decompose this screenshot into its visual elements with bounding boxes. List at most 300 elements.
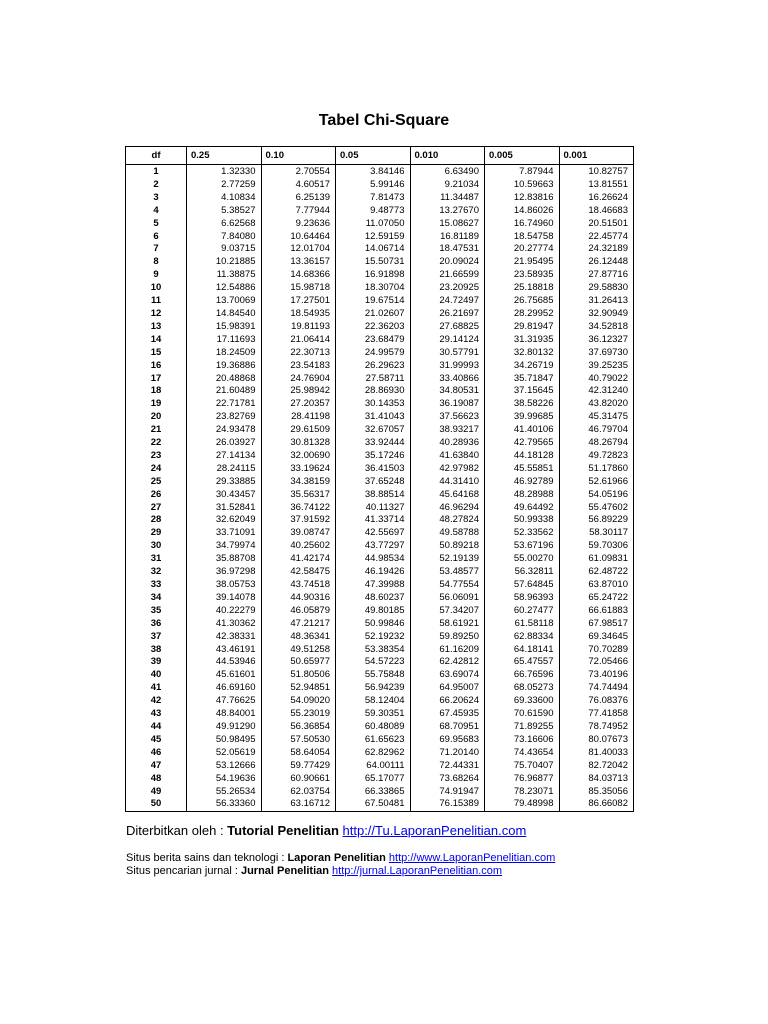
table-row xyxy=(126,308,634,321)
journal-prefix: Situs pencarian jurnal : xyxy=(126,865,241,877)
value-cell: 43.82020 xyxy=(559,398,634,411)
value-cell: 76.96877 xyxy=(485,773,560,786)
table-row xyxy=(126,631,634,644)
value-cell: 48.84001 xyxy=(187,708,262,721)
value-cell: 11.07050 xyxy=(336,218,411,231)
value-cell: 7.87944 xyxy=(485,165,560,179)
value-cell: 24.32189 xyxy=(559,243,634,256)
value-cell: 48.27824 xyxy=(410,514,485,527)
df-cell: 41 xyxy=(126,682,187,695)
table-row xyxy=(126,243,634,256)
value-cell: 23.58935 xyxy=(485,269,560,282)
value-cell: 2.77259 xyxy=(187,179,262,192)
value-cell: 28.41198 xyxy=(261,411,336,424)
value-cell: 73.68264 xyxy=(410,773,485,786)
value-cell: 47.76625 xyxy=(187,695,262,708)
value-cell: 54.57223 xyxy=(336,656,411,669)
value-cell: 20.48868 xyxy=(187,373,262,386)
value-cell: 47.21217 xyxy=(261,618,336,631)
table-row xyxy=(126,424,634,437)
value-cell: 3.84146 xyxy=(336,165,411,179)
value-cell: 29.33885 xyxy=(187,476,262,489)
value-cell: 23.68479 xyxy=(336,334,411,347)
df-cell: 2 xyxy=(126,179,187,192)
table-row xyxy=(126,179,634,192)
table-row xyxy=(126,514,634,527)
table-row xyxy=(126,463,634,476)
value-cell: 57.64845 xyxy=(485,579,560,592)
value-cell: 40.79022 xyxy=(559,373,634,386)
value-cell: 12.83816 xyxy=(485,192,560,205)
value-cell: 62.82962 xyxy=(336,747,411,760)
value-cell: 35.88708 xyxy=(187,553,262,566)
value-cell: 14.86026 xyxy=(485,205,560,218)
table-row xyxy=(126,165,634,179)
value-cell: 18.54935 xyxy=(261,308,336,321)
value-cell: 60.90661 xyxy=(261,773,336,786)
value-cell: 17.11693 xyxy=(187,334,262,347)
value-cell: 36.41503 xyxy=(336,463,411,476)
value-cell: 79.48998 xyxy=(485,798,560,811)
value-cell: 7.77944 xyxy=(261,205,336,218)
value-cell: 76.08376 xyxy=(559,695,634,708)
value-cell: 72.44331 xyxy=(410,760,485,773)
table-row xyxy=(126,708,634,721)
value-cell: 66.33865 xyxy=(336,786,411,799)
value-cell: 18.54758 xyxy=(485,231,560,244)
df-cell: 50 xyxy=(126,798,187,811)
value-cell: 7.84080 xyxy=(187,231,262,244)
value-cell: 15.98718 xyxy=(261,282,336,295)
value-cell: 26.75685 xyxy=(485,295,560,308)
table-row xyxy=(126,192,634,205)
value-cell: 50.89218 xyxy=(410,540,485,553)
value-cell: 19.81193 xyxy=(261,321,336,334)
table-row xyxy=(126,592,634,605)
value-cell: 24.99579 xyxy=(336,347,411,360)
value-cell: 42.55697 xyxy=(336,527,411,540)
value-cell: 58.64054 xyxy=(261,747,336,760)
value-cell: 53.38354 xyxy=(336,644,411,657)
value-cell: 41.63840 xyxy=(410,450,485,463)
value-cell: 10.21885 xyxy=(187,256,262,269)
value-cell: 30.57791 xyxy=(410,347,485,360)
value-cell: 20.51501 xyxy=(559,218,634,231)
table-row xyxy=(126,334,634,347)
value-cell: 9.21034 xyxy=(410,179,485,192)
value-cell: 74.43654 xyxy=(485,747,560,760)
df-cell: 42 xyxy=(126,695,187,708)
df-cell: 33 xyxy=(126,579,187,592)
value-cell: 50.99338 xyxy=(485,514,560,527)
value-cell: 24.76904 xyxy=(261,373,336,386)
table-row xyxy=(126,218,634,231)
value-cell: 44.31410 xyxy=(410,476,485,489)
value-cell: 32.62049 xyxy=(187,514,262,527)
value-cell: 51.80506 xyxy=(261,669,336,682)
value-cell: 26.12448 xyxy=(559,256,634,269)
value-cell: 41.42174 xyxy=(261,553,336,566)
table-row xyxy=(126,553,634,566)
value-cell: 23.54183 xyxy=(261,360,336,373)
value-cell: 30.14353 xyxy=(336,398,411,411)
table-body xyxy=(126,165,634,812)
value-cell: 57.50530 xyxy=(261,734,336,747)
table-row xyxy=(126,786,634,799)
value-cell: 60.48089 xyxy=(336,721,411,734)
value-cell: 4.60517 xyxy=(261,179,336,192)
journal-link[interactable]: http://jurnal.LaporanPenelitian.com xyxy=(332,865,503,877)
value-cell: 29.58830 xyxy=(559,282,634,295)
value-cell: 56.94239 xyxy=(336,682,411,695)
value-cell: 45.61601 xyxy=(187,669,262,682)
value-cell: 65.24722 xyxy=(559,592,634,605)
value-cell: 39.25235 xyxy=(559,360,634,373)
value-cell: 68.70951 xyxy=(410,721,485,734)
value-cell: 53.12666 xyxy=(187,760,262,773)
value-cell: 44.90316 xyxy=(261,592,336,605)
df-cell: 38 xyxy=(126,644,187,657)
value-cell: 23.82769 xyxy=(187,411,262,424)
table-row xyxy=(126,566,634,579)
value-cell: 56.36854 xyxy=(261,721,336,734)
value-cell: 4.10834 xyxy=(187,192,262,205)
value-cell: 52.33562 xyxy=(485,527,560,540)
value-cell: 40.11327 xyxy=(336,502,411,515)
table-row xyxy=(126,347,634,360)
value-cell: 13.81551 xyxy=(559,179,634,192)
value-cell: 55.75848 xyxy=(336,669,411,682)
value-cell: 18.46683 xyxy=(559,205,634,218)
value-cell: 65.17077 xyxy=(336,773,411,786)
value-cell: 74.74494 xyxy=(559,682,634,695)
value-cell: 63.16712 xyxy=(261,798,336,811)
value-cell: 36.19087 xyxy=(410,398,485,411)
df-cell: 24 xyxy=(126,463,187,476)
value-cell: 42.97982 xyxy=(410,463,485,476)
value-cell: 15.98391 xyxy=(187,321,262,334)
value-cell: 58.30117 xyxy=(559,527,634,540)
value-cell: 6.25139 xyxy=(261,192,336,205)
value-cell: 69.95683 xyxy=(410,734,485,747)
header-alpha-005: 0.05 xyxy=(336,147,411,165)
df-cell: 9 xyxy=(126,269,187,282)
value-cell: 10.82757 xyxy=(559,165,634,179)
value-cell: 33.19624 xyxy=(261,463,336,476)
value-cell: 54.77554 xyxy=(410,579,485,592)
table-row xyxy=(126,579,634,592)
table-row xyxy=(126,656,634,669)
value-cell: 52.19232 xyxy=(336,631,411,644)
value-cell: 76.15389 xyxy=(410,798,485,811)
value-cell: 62.03754 xyxy=(261,786,336,799)
value-cell: 29.81947 xyxy=(485,321,560,334)
table-row xyxy=(126,734,634,747)
header-alpha-025: 0.25 xyxy=(187,147,262,165)
value-cell: 49.58788 xyxy=(410,527,485,540)
table-row xyxy=(126,695,634,708)
table-row xyxy=(126,605,634,618)
df-cell: 21 xyxy=(126,424,187,437)
value-cell: 48.26794 xyxy=(559,437,634,450)
value-cell: 26.29623 xyxy=(336,360,411,373)
value-cell: 53.48577 xyxy=(410,566,485,579)
value-cell: 6.62568 xyxy=(187,218,262,231)
value-cell: 32.80132 xyxy=(485,347,560,360)
value-cell: 16.91898 xyxy=(336,269,411,282)
value-cell: 28.24115 xyxy=(187,463,262,476)
df-cell: 7 xyxy=(126,243,187,256)
value-cell: 85.35056 xyxy=(559,786,634,799)
df-cell: 37 xyxy=(126,631,187,644)
table-row xyxy=(126,747,634,760)
value-cell: 52.94851 xyxy=(261,682,336,695)
news-link[interactable]: http://www.LaporanPenelitian.com xyxy=(388,852,556,864)
value-cell: 19.36886 xyxy=(187,360,262,373)
df-cell: 20 xyxy=(126,411,187,424)
value-cell: 32.90949 xyxy=(559,308,634,321)
value-cell: 13.27670 xyxy=(410,205,485,218)
value-cell: 73.40196 xyxy=(559,669,634,682)
df-cell: 22 xyxy=(126,437,187,450)
value-cell: 59.70306 xyxy=(559,540,634,553)
value-cell: 81.40033 xyxy=(559,747,634,760)
df-cell: 6 xyxy=(126,231,187,244)
value-cell: 28.29952 xyxy=(485,308,560,321)
value-cell: 31.52841 xyxy=(187,502,262,515)
df-cell: 27 xyxy=(126,502,187,515)
table-header-row xyxy=(126,147,634,165)
df-cell: 4 xyxy=(126,205,187,218)
df-cell: 31 xyxy=(126,553,187,566)
value-cell: 24.72497 xyxy=(410,295,485,308)
value-cell: 16.74960 xyxy=(485,218,560,231)
df-cell: 19 xyxy=(126,398,187,411)
table-row xyxy=(126,282,634,295)
value-cell: 48.36341 xyxy=(261,631,336,644)
value-cell: 73.16606 xyxy=(485,734,560,747)
table-row xyxy=(126,798,634,811)
value-cell: 36.97298 xyxy=(187,566,262,579)
value-cell: 57.34207 xyxy=(410,605,485,618)
df-cell: 8 xyxy=(126,256,187,269)
df-cell: 39 xyxy=(126,656,187,669)
value-cell: 50.98495 xyxy=(187,734,262,747)
value-cell: 41.40106 xyxy=(485,424,560,437)
value-cell: 14.06714 xyxy=(336,243,411,256)
header-alpha-0001: 0.001 xyxy=(559,147,634,165)
value-cell: 75.70407 xyxy=(485,760,560,773)
value-cell: 66.76596 xyxy=(485,669,560,682)
value-cell: 21.06414 xyxy=(261,334,336,347)
value-cell: 27.87716 xyxy=(559,269,634,282)
value-cell: 72.05466 xyxy=(559,656,634,669)
header-alpha-0010: 0.010 xyxy=(410,147,485,165)
value-cell: 24.93478 xyxy=(187,424,262,437)
value-cell: 44.53946 xyxy=(187,656,262,669)
value-cell: 46.92789 xyxy=(485,476,560,489)
table-row xyxy=(126,644,634,657)
value-cell: 34.26719 xyxy=(485,360,560,373)
value-cell: 55.26534 xyxy=(187,786,262,799)
value-cell: 59.30351 xyxy=(336,708,411,721)
df-cell: 12 xyxy=(126,308,187,321)
value-cell: 22.36203 xyxy=(336,321,411,334)
value-cell: 10.64464 xyxy=(261,231,336,244)
value-cell: 23.20925 xyxy=(410,282,485,295)
value-cell: 47.39988 xyxy=(336,579,411,592)
value-cell: 45.31475 xyxy=(559,411,634,424)
value-cell: 36.12327 xyxy=(559,334,634,347)
value-cell: 84.03713 xyxy=(559,773,634,786)
value-cell: 41.30362 xyxy=(187,618,262,631)
value-cell: 25.98942 xyxy=(261,385,336,398)
value-cell: 7.81473 xyxy=(336,192,411,205)
value-cell: 66.20624 xyxy=(410,695,485,708)
value-cell: 70.70289 xyxy=(559,644,634,657)
value-cell: 34.79974 xyxy=(187,540,262,553)
value-cell: 31.31935 xyxy=(485,334,560,347)
table-row xyxy=(126,385,634,398)
value-cell: 36.74122 xyxy=(261,502,336,515)
value-cell: 78.74952 xyxy=(559,721,634,734)
value-cell: 46.19426 xyxy=(336,566,411,579)
value-cell: 63.69074 xyxy=(410,669,485,682)
df-cell: 14 xyxy=(126,334,187,347)
value-cell: 5.38527 xyxy=(187,205,262,218)
value-cell: 26.03927 xyxy=(187,437,262,450)
publisher-link[interactable]: http://Tu.LaporanPenelitian.com xyxy=(342,823,527,838)
value-cell: 16.26624 xyxy=(559,192,634,205)
df-cell: 29 xyxy=(126,527,187,540)
value-cell: 30.43457 xyxy=(187,489,262,502)
value-cell: 54.05196 xyxy=(559,489,634,502)
value-cell: 55.23019 xyxy=(261,708,336,721)
chi-square-table xyxy=(125,146,634,812)
value-cell: 46.79704 xyxy=(559,424,634,437)
value-cell: 45.64168 xyxy=(410,489,485,502)
table-row xyxy=(126,450,634,463)
df-cell: 5 xyxy=(126,218,187,231)
value-cell: 86.66082 xyxy=(559,798,634,811)
value-cell: 43.77297 xyxy=(336,540,411,553)
table-row xyxy=(126,437,634,450)
value-cell: 77.41858 xyxy=(559,708,634,721)
value-cell: 6.63490 xyxy=(410,165,485,179)
df-cell: 30 xyxy=(126,540,187,553)
table-row xyxy=(126,669,634,682)
value-cell: 1.32330 xyxy=(187,165,262,179)
value-cell: 45.55851 xyxy=(485,463,560,476)
value-cell: 66.61883 xyxy=(559,605,634,618)
value-cell: 11.34487 xyxy=(410,192,485,205)
value-cell: 56.32811 xyxy=(485,566,560,579)
value-cell: 61.16209 xyxy=(410,644,485,657)
value-cell: 50.65977 xyxy=(261,656,336,669)
value-cell: 28.86930 xyxy=(336,385,411,398)
value-cell: 60.27477 xyxy=(485,605,560,618)
page-title: Tabel Chi-Square xyxy=(318,112,450,129)
value-cell: 35.71847 xyxy=(485,373,560,386)
value-cell: 30.81328 xyxy=(261,437,336,450)
value-cell: 52.19139 xyxy=(410,553,485,566)
value-cell: 71.20140 xyxy=(410,747,485,760)
news-site-line xyxy=(126,852,555,864)
value-cell: 40.25602 xyxy=(261,540,336,553)
value-cell: 78.23071 xyxy=(485,786,560,799)
table-row xyxy=(126,489,634,502)
value-cell: 52.61966 xyxy=(559,476,634,489)
value-cell: 37.56623 xyxy=(410,411,485,424)
value-cell: 67.98517 xyxy=(559,618,634,631)
value-cell: 49.64492 xyxy=(485,502,560,515)
value-cell: 20.27774 xyxy=(485,243,560,256)
df-cell: 17 xyxy=(126,373,187,386)
table-row xyxy=(126,682,634,695)
value-cell: 46.05879 xyxy=(261,605,336,618)
value-cell: 59.89250 xyxy=(410,631,485,644)
value-cell: 44.98534 xyxy=(336,553,411,566)
value-cell: 14.84540 xyxy=(187,308,262,321)
value-cell: 11.38875 xyxy=(187,269,262,282)
value-cell: 12.54886 xyxy=(187,282,262,295)
value-cell: 51.17860 xyxy=(559,463,634,476)
value-cell: 42.79565 xyxy=(485,437,560,450)
value-cell: 22.71781 xyxy=(187,398,262,411)
table-row xyxy=(126,321,634,334)
value-cell: 61.09831 xyxy=(559,553,634,566)
table-row xyxy=(126,721,634,734)
table-row xyxy=(126,360,634,373)
news-prefix: Situs berita sains dan teknologi : xyxy=(126,852,288,864)
table-row xyxy=(126,773,634,786)
value-cell: 34.38159 xyxy=(261,476,336,489)
value-cell: 34.80531 xyxy=(410,385,485,398)
df-cell: 44 xyxy=(126,721,187,734)
value-cell: 64.00111 xyxy=(336,760,411,773)
table-row xyxy=(126,398,634,411)
table-row xyxy=(126,295,634,308)
table-row xyxy=(126,256,634,269)
value-cell: 80.07673 xyxy=(559,734,634,747)
value-cell: 69.33600 xyxy=(485,695,560,708)
value-cell: 19.67514 xyxy=(336,295,411,308)
value-cell: 14.68366 xyxy=(261,269,336,282)
value-cell: 2.70554 xyxy=(261,165,336,179)
value-cell: 53.67196 xyxy=(485,540,560,553)
value-cell: 46.69160 xyxy=(187,682,262,695)
value-cell: 9.03715 xyxy=(187,243,262,256)
value-cell: 27.68825 xyxy=(410,321,485,334)
table-row xyxy=(126,476,634,489)
value-cell: 40.28936 xyxy=(410,437,485,450)
value-cell: 16.81189 xyxy=(410,231,485,244)
value-cell: 44.18128 xyxy=(485,450,560,463)
publisher-name: Tutorial Penelitian xyxy=(227,823,339,838)
value-cell: 32.00690 xyxy=(261,450,336,463)
journal-name: Jurnal Penelitian xyxy=(240,865,329,877)
value-cell: 37.69730 xyxy=(559,347,634,360)
value-cell: 67.45935 xyxy=(410,708,485,721)
table-row xyxy=(126,205,634,218)
value-cell: 43.74518 xyxy=(261,579,336,592)
value-cell: 65.47557 xyxy=(485,656,560,669)
value-cell: 52.05619 xyxy=(187,747,262,760)
value-cell: 29.61509 xyxy=(261,424,336,437)
df-cell: 26 xyxy=(126,489,187,502)
df-cell: 46 xyxy=(126,747,187,760)
value-cell: 12.59159 xyxy=(336,231,411,244)
